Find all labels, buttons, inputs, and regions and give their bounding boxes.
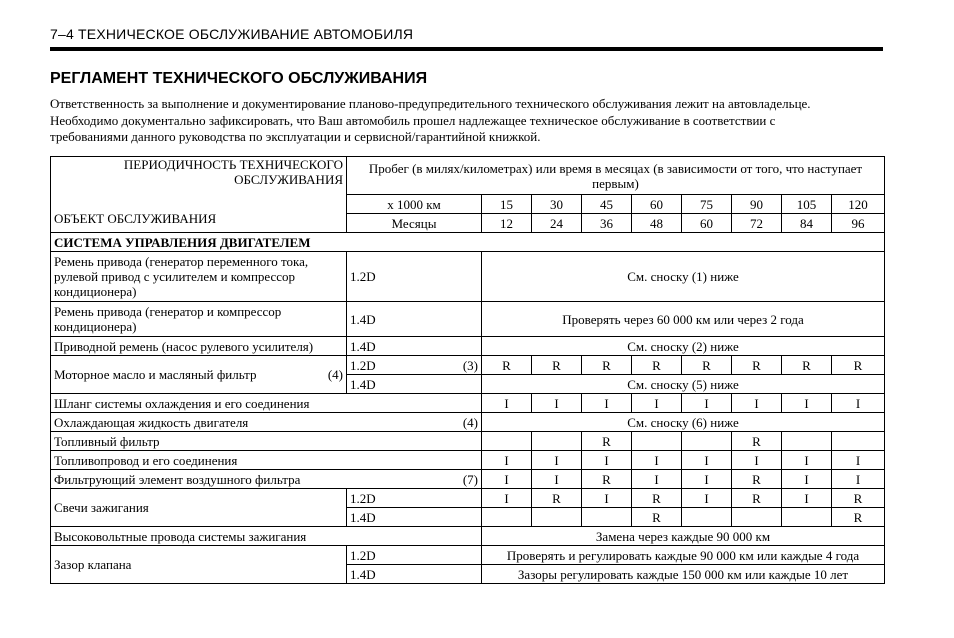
interval-span: Проверять и регулировать каждые 90 000 км или каждые 4 года [482, 546, 885, 565]
maintenance-schedule-table [50, 156, 885, 584]
schedule-cell: I [632, 470, 682, 489]
schedule-cell: I [832, 451, 885, 470]
item-name: Свечи зажигания [51, 489, 347, 527]
schedule-cell: I [582, 394, 632, 413]
schedule-cell: I [782, 451, 832, 470]
schedule-cell: R [732, 470, 782, 489]
km-value: 120 [832, 195, 885, 214]
mileage-header: Пробег (в милях/километрах) или время в месяцах (в зависимости от того, что наступает первым) [347, 157, 885, 195]
schedule-cell: I [632, 394, 682, 413]
engine-cell: 1.4D [347, 565, 482, 584]
schedule-cell: R [582, 356, 632, 375]
months-value: 72 [732, 214, 782, 233]
footnote-span: См. сноску (5) ниже [482, 375, 885, 394]
months-value: 60 [682, 214, 732, 233]
item-name: Шланг системы охлаждения и его соединения [51, 394, 482, 413]
schedule-cell: I [632, 451, 682, 470]
km-value: 90 [732, 195, 782, 214]
object-label: ОБЪЕКТ ОБСЛУЖИВАНИЯ [54, 211, 217, 226]
table-row [51, 546, 885, 565]
header-rule [50, 47, 883, 51]
schedule-cell [532, 432, 582, 451]
schedule-cell [482, 508, 532, 527]
schedule-cell [832, 432, 885, 451]
section-title: РЕГЛАМЕНТ ТЕХНИЧЕСКОГО ОБСЛУЖИВАНИЯ [50, 70, 428, 87]
schedule-cell: I [782, 394, 832, 413]
table-row [51, 527, 885, 546]
interval-span: Проверять через 60 000 км или через 2 года [482, 302, 885, 337]
note-ref: (4) [327, 367, 343, 382]
engine-cell: 1.2D [347, 546, 482, 565]
engine-cell [347, 356, 482, 375]
page-header: 7–4 ТЕХНИЧЕСКОЕ ОБСЛУЖИВАНИЕ АВТОМОБИЛЯ [50, 26, 414, 42]
schedule-cell: R [482, 356, 532, 375]
item-name: Моторное масло и масляный фильтр [54, 367, 257, 382]
months-label: Месяцы [347, 214, 482, 233]
item-name: Топливопровод и его соединения [51, 451, 482, 470]
note-ref: (4) [462, 414, 478, 430]
months-value: 36 [582, 214, 632, 233]
schedule-cell: R [782, 356, 832, 375]
months-value: 96 [832, 214, 885, 233]
schedule-cell [782, 432, 832, 451]
header-label-cell [51, 157, 347, 233]
schedule-cell: R [732, 432, 782, 451]
schedule-cell [482, 432, 532, 451]
schedule-cell: R [582, 470, 632, 489]
table-row [51, 470, 885, 489]
schedule-cell: I [782, 489, 832, 508]
item-name-cell [51, 413, 482, 432]
schedule-cell [732, 508, 782, 527]
schedule-cell: R [532, 489, 582, 508]
schedule-cell: R [632, 356, 682, 375]
schedule-cell: I [532, 394, 582, 413]
item-name: Приводной ремень (насос рулевого усилителя) [51, 337, 347, 356]
months-value: 84 [782, 214, 832, 233]
schedule-cell: I [582, 489, 632, 508]
engine-cell: 1.2D [347, 489, 482, 508]
km-label: х 1000 км [347, 195, 482, 214]
schedule-cell: I [682, 451, 732, 470]
interval-span: Зазоры регулировать каждые 150 000 км или каждые 10 лет [482, 565, 885, 584]
schedule-cell: I [732, 394, 782, 413]
item-name: Охлаждающая жидкость двигателя [54, 414, 249, 430]
schedule-cell: R [682, 356, 732, 375]
intro-paragraph [50, 96, 890, 146]
item-name: Ремень привода (генератор и компрессор кондиционера) [51, 302, 347, 337]
footnote-span: См. сноску (6) ниже [482, 413, 885, 432]
schedule-cell [682, 432, 732, 451]
note-ref: (7) [462, 471, 478, 487]
schedule-cell: I [682, 489, 732, 508]
schedule-cell [682, 508, 732, 527]
schedule-cell: R [632, 508, 682, 527]
intro-line: требованиями данного руководства по эксплуатации и сервисной/гарантийной книжкой. [50, 129, 541, 144]
engine-cell: 1.4D [347, 508, 482, 527]
schedule-cell [582, 508, 632, 527]
schedule-cell: R [832, 356, 885, 375]
schedule-cell [632, 432, 682, 451]
engine-cell: 1.4D [347, 302, 482, 337]
months-value: 48 [632, 214, 682, 233]
schedule-cell: I [482, 451, 532, 470]
intro-line: Ответственность за выполнение и документирование планово-предупредительного технического обслуживания лежит на автовладельце. [50, 96, 811, 111]
schedule-cell: I [582, 451, 632, 470]
schedule-cell: I [782, 470, 832, 489]
item-name: Зазор клапана [51, 546, 347, 584]
km-value: 75 [682, 195, 732, 214]
km-value: 60 [632, 195, 682, 214]
schedule-cell: I [482, 489, 532, 508]
table-row [51, 252, 885, 302]
item-name: Топливный фильтр [51, 432, 482, 451]
interval-span: Замена через каждые 90 000 км [482, 527, 885, 546]
engine-label: 1.2D [350, 357, 376, 373]
schedule-cell: I [832, 470, 885, 489]
table-row [51, 394, 885, 413]
table-row [51, 451, 885, 470]
schedule-cell: R [582, 432, 632, 451]
km-value: 15 [482, 195, 532, 214]
schedule-cell: I [682, 470, 732, 489]
schedule-cell: R [832, 508, 885, 527]
table-row [51, 356, 885, 375]
schedule-cell: I [482, 394, 532, 413]
item-name-cell [51, 470, 482, 489]
schedule-cell [532, 508, 582, 527]
table-row [51, 489, 885, 508]
schedule-cell: R [732, 489, 782, 508]
table-row [51, 432, 885, 451]
months-value: 12 [482, 214, 532, 233]
schedule-cell: R [632, 489, 682, 508]
schedule-cell: I [482, 470, 532, 489]
km-value: 45 [582, 195, 632, 214]
section-heading: СИСТЕМА УПРАВЛЕНИЯ ДВИГАТЕЛЕМ [51, 233, 885, 252]
schedule-cell: I [532, 451, 582, 470]
engine-cell: 1.2D [347, 252, 482, 302]
months-value: 24 [532, 214, 582, 233]
item-name: Фильтрующий элемент воздушного фильтра [54, 471, 301, 487]
km-value: 105 [782, 195, 832, 214]
table-row [51, 413, 885, 432]
schedule-cell: I [732, 451, 782, 470]
table-row [51, 337, 885, 356]
intro-line: Необходимо документально зафиксировать, что Ваш автомобиль прошел надлежащее техническое обслуживание в соответствии с [50, 112, 776, 128]
schedule-cell: R [832, 489, 885, 508]
periodicity-label: ПЕРИОДИЧНОСТЬ ТЕХНИЧЕСКОГО ОБСЛУЖИВАНИЯ [123, 157, 343, 187]
item-name: Высоковольтные провода системы зажигания [51, 527, 482, 546]
schedule-cell: I [532, 470, 582, 489]
item-name-cell [51, 356, 347, 394]
table-row [51, 302, 885, 337]
footnote-span: См. сноску (2) ниже [482, 337, 885, 356]
footnote-span: См. сноску (1) ниже [482, 252, 885, 302]
schedule-cell: I [682, 394, 732, 413]
schedule-cell: R [732, 356, 782, 375]
schedule-cell: I [832, 394, 885, 413]
schedule-cell: R [532, 356, 582, 375]
km-value: 30 [532, 195, 582, 214]
engine-cell: 1.4D [347, 337, 482, 356]
item-name: Ремень привода (генератор переменного тока, рулевой привод с усилителем и компрессор кондиционера) [51, 252, 347, 302]
note-ref: (3) [462, 357, 478, 373]
schedule-cell [782, 508, 832, 527]
engine-cell: 1.4D [347, 375, 482, 394]
